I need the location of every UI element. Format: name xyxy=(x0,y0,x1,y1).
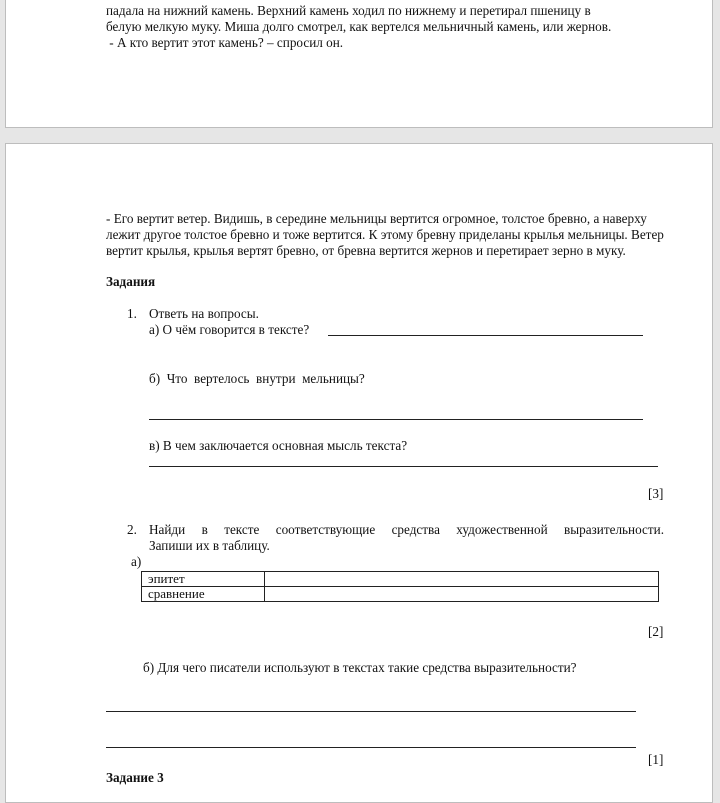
table-row xyxy=(142,587,659,602)
q1-title: Ответь на вопросы. xyxy=(149,306,259,321)
table-cell-answer[interactable] xyxy=(265,587,659,602)
table-cell-label: сравнение xyxy=(142,587,265,602)
q2-number: 2. xyxy=(127,522,137,537)
q1-c-label: в) В чем заключается основная мысль текста? xyxy=(149,438,408,453)
q2-b-answer-line-2[interactable] xyxy=(106,747,636,748)
table-cell-answer[interactable] xyxy=(265,572,659,587)
q1-number: 1. xyxy=(127,306,137,321)
q1-a-label: а) О чём говорится в тексте? xyxy=(149,322,310,337)
story-line-2: белую мелкую муку. Миша долго смотрел, как вертелся мельничный камень, или жернов. xyxy=(106,19,612,34)
q2-part-a-label: а) xyxy=(131,554,142,569)
story-line-1: падала на нижний камень. Верхний камень ходил по нижнему и перетирал пшеницу в xyxy=(106,3,591,18)
q1-score: [3] xyxy=(648,486,664,501)
table-row xyxy=(142,572,659,587)
q2-b-label: б) Для чего писатели используют в текстах такие средства выразительности? xyxy=(143,660,577,675)
story-paragraph: - Его вертит ветер. Видишь, в середине мельницы вертится огромное, толстое бревно, а наверху лежит другое толстое бревно и тоже вертится. К этому бревну приделаны крылья мельницы. Ветер вертит крылья, крылья вертят бревно, от бревна вертится жернов и перетирает зерно в муку. xyxy=(106,211,664,258)
table-cell-label: эпитет xyxy=(142,572,265,587)
q2-score-b: [1] xyxy=(648,752,664,767)
document-page-2 xyxy=(5,143,713,803)
story-line-3: - А кто вертит этот камень? – спросил он. xyxy=(106,35,344,50)
q2-title-line-2: Запиши их в таблицу. xyxy=(149,538,270,553)
expressive-means-table xyxy=(141,571,659,602)
q2-title-line-1: Найди в тексте соответствующие средства художественной выразительности. xyxy=(149,522,664,537)
q1-b-answer-line[interactable] xyxy=(149,419,643,420)
q2-score-a: [2] xyxy=(648,624,664,639)
q1-b-label: б) Что вертелось внутри мельницы? xyxy=(149,371,365,386)
q1-c-answer-line[interactable] xyxy=(149,466,658,467)
document-page-1 xyxy=(5,0,713,128)
q2-b-answer-line-1[interactable] xyxy=(106,711,636,712)
task3-heading: Задание 3 xyxy=(106,770,164,785)
tasks-heading: Задания xyxy=(106,274,156,289)
q1-a-answer-line[interactable] xyxy=(328,335,643,336)
